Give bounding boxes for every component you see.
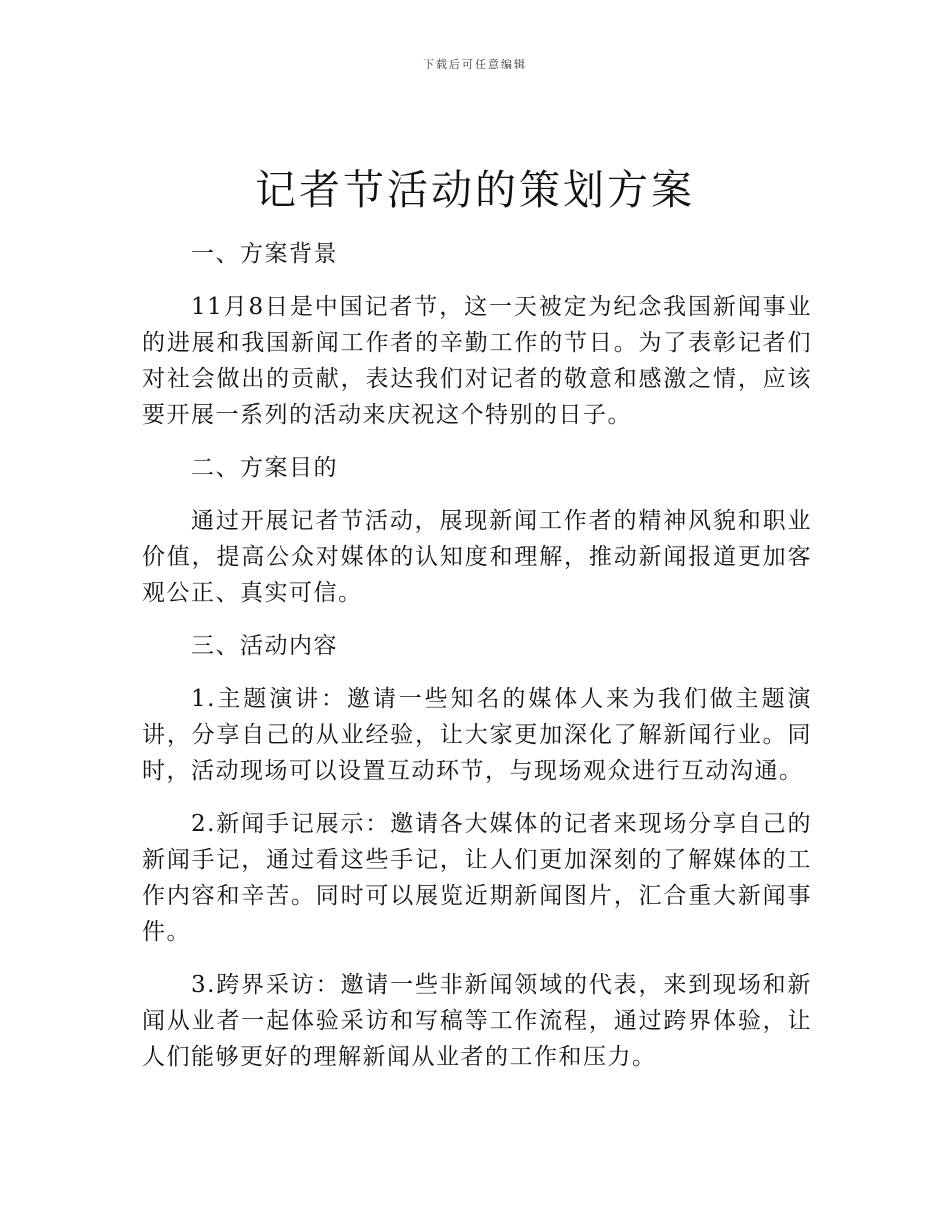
paragraph-crossover-interview: 3.跨界采访：邀请一些非新闻领域的代表，来到现场和新闻从业者一起体验采访和写稿等工作流程，通过跨界体验，让人们能够更好的理解新闻从业者的工作和压力。 xyxy=(142,972,812,1070)
document-title: 记者节活动的策划方案 xyxy=(255,166,695,214)
section-heading-purpose: 二、方案目的 xyxy=(191,455,338,481)
section-heading-background: 一、方案背景 xyxy=(191,241,338,267)
section-heading-activities: 三、活动内容 xyxy=(191,633,338,659)
header-note: 下载后可任意编辑 xyxy=(423,58,527,71)
paragraph-purpose: 通过开展记者节活动，展现新闻工作者的精神风貌和职业价值，提高公众对媒体的认知度和理解，推动新闻报道更加客观公正、真实可信。 xyxy=(142,508,812,606)
paragraph-news-notes-exhibit: 2.新闻手记展示：邀请各大媒体的记者来现场分享自己的新闻手记，通过看这些手记，让人们更加深刻的了解媒体的工作内容和辛苦。同时可以展览近期新闻图片，汇合重大新闻事件。 xyxy=(142,811,812,945)
document-body xyxy=(142,236,812,1092)
paragraph-keynote-speech: 1.主题演讲：邀请一些知名的媒体人来为我们做主题演讲，分享自己的从业经验，让大家更加深化了解新闻行业。同时，活动现场可以设置互动环节，与现场观众进行互动沟通。 xyxy=(142,686,812,784)
paragraph-background: 11月8日是中国记者节，这一天被定为纪念我国新闻事业的进展和我国新闻工作者的辛勤工作的节日。为了表彰记者们对社会做出的贡献，表达我们对记者的敬意和感激之情，应该要开展一系列的活动来庆祝这个特别的日子。 xyxy=(142,294,812,428)
